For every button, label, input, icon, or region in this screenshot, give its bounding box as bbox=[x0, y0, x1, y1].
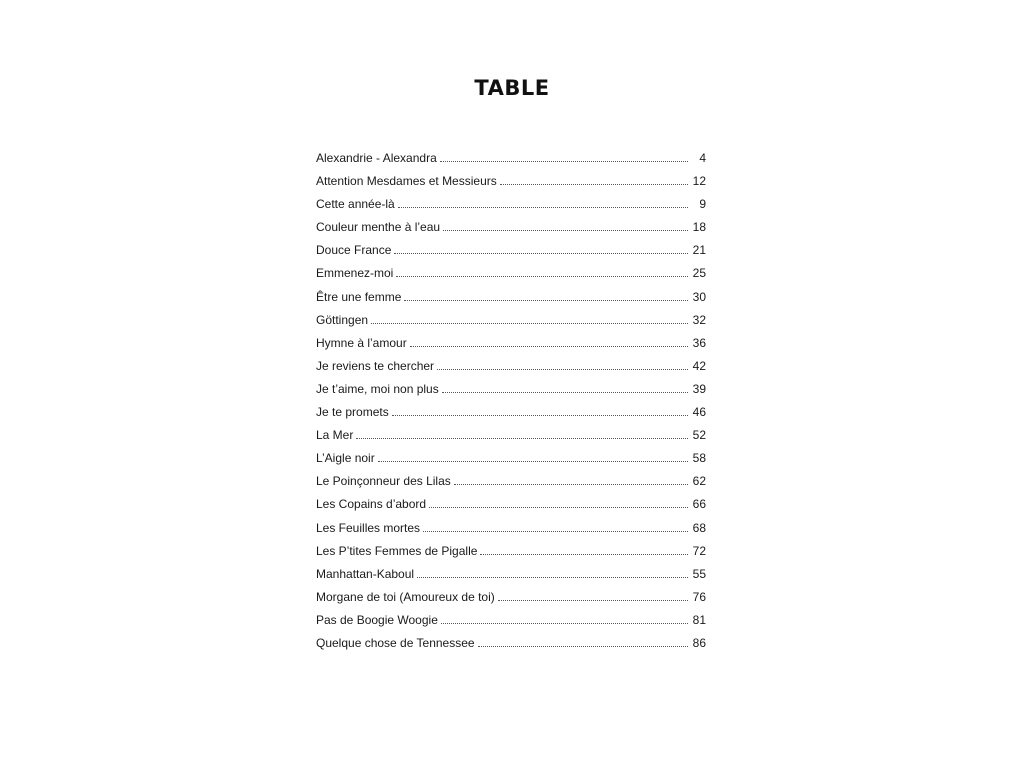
dot-leader bbox=[500, 184, 688, 185]
toc-entry-page-number: 21 bbox=[692, 243, 706, 258]
toc-entry-page-number: 9 bbox=[699, 197, 706, 212]
toc-entry bbox=[316, 197, 706, 220]
toc-entry-title: Göttingen bbox=[316, 312, 369, 327]
toc-entry bbox=[316, 313, 706, 336]
toc-entry bbox=[316, 521, 706, 544]
toc-entry-page-number: 32 bbox=[692, 312, 706, 327]
toc-entry bbox=[316, 590, 706, 613]
toc-entry-page-number: 81 bbox=[692, 612, 706, 627]
toc-entry bbox=[316, 636, 706, 659]
toc-entry bbox=[316, 382, 706, 405]
dot-leader bbox=[440, 161, 688, 162]
toc-entry bbox=[316, 405, 706, 428]
toc-entry-page-number: 86 bbox=[692, 635, 706, 650]
toc-entry-page-number: 12 bbox=[692, 174, 706, 189]
toc-entry bbox=[316, 266, 706, 289]
toc-entry-page-number: 30 bbox=[692, 289, 706, 304]
toc-entry-title: Morgane de toi (Amoureux de toi) bbox=[316, 589, 495, 604]
table-of-contents bbox=[316, 151, 706, 659]
toc-entry-page-number: 25 bbox=[692, 266, 706, 281]
toc-entry-page-number: 36 bbox=[692, 335, 706, 350]
toc-entry-page-number: 62 bbox=[692, 474, 706, 489]
toc-entry bbox=[316, 290, 706, 313]
dot-leader bbox=[454, 484, 688, 485]
toc-entry-page-number: 58 bbox=[692, 451, 706, 466]
dot-leader bbox=[410, 346, 688, 347]
toc-entry-title: Pas de Boogie Woogie bbox=[316, 612, 438, 627]
toc-entry-page-number: 72 bbox=[692, 543, 706, 558]
toc-entry-page-number: 66 bbox=[692, 497, 706, 512]
toc-entry bbox=[316, 474, 706, 497]
dot-leader bbox=[443, 230, 688, 231]
toc-entry-title: Je te promets bbox=[316, 405, 389, 420]
dot-leader bbox=[478, 646, 688, 647]
toc-entry-title: Emmenez-moi bbox=[316, 266, 394, 281]
toc-entry-page-number: 18 bbox=[692, 220, 706, 235]
toc-entry-title: Manhattan-Kaboul bbox=[316, 566, 415, 581]
toc-entry-title: Douce France bbox=[316, 243, 392, 258]
toc-entry-title: Être une femme bbox=[316, 289, 402, 304]
dot-leader bbox=[498, 600, 688, 601]
toc-entry bbox=[316, 613, 706, 636]
toc-entry-page-number: 55 bbox=[692, 566, 706, 581]
toc-entry-title: Hymne à l’amour bbox=[316, 335, 407, 350]
toc-entry bbox=[316, 243, 706, 266]
toc-entry-title: Cette année-là bbox=[316, 197, 395, 212]
toc-entry-title: Alexandrie - Alexandra bbox=[316, 151, 437, 165]
toc-entry-title: Quelque chose de Tennessee bbox=[316, 635, 475, 650]
toc-entry-title: Couleur menthe à l’eau bbox=[316, 220, 441, 235]
toc-entry bbox=[316, 567, 706, 590]
dot-leader bbox=[396, 276, 688, 277]
toc-entry-page-number: 42 bbox=[692, 358, 706, 373]
toc-entry bbox=[316, 336, 706, 359]
dot-leader bbox=[480, 554, 688, 555]
toc-entry-title: Je t’aime, moi non plus bbox=[316, 381, 439, 396]
toc-entry-page-number: 76 bbox=[692, 589, 706, 604]
toc-entry bbox=[316, 359, 706, 382]
dot-leader bbox=[398, 207, 688, 208]
toc-entry bbox=[316, 451, 706, 474]
toc-entry bbox=[316, 220, 706, 243]
toc-entry bbox=[316, 544, 706, 567]
dot-leader bbox=[392, 415, 688, 416]
toc-entry-title: Attention Mesdames et Messieurs bbox=[316, 174, 497, 189]
toc-entry bbox=[316, 497, 706, 520]
toc-entry-title: Je reviens te chercher bbox=[316, 358, 435, 373]
dot-leader bbox=[417, 577, 688, 578]
dot-leader bbox=[429, 507, 688, 508]
dot-leader bbox=[378, 461, 688, 462]
toc-entry-title: Les Feuilles mortes bbox=[316, 520, 421, 535]
dot-leader bbox=[404, 300, 688, 301]
dot-leader bbox=[356, 438, 688, 439]
toc-entry bbox=[316, 428, 706, 451]
toc-entry-page-number: 52 bbox=[692, 428, 706, 443]
dot-leader bbox=[441, 623, 688, 624]
toc-entry-title: Les Copains d’abord bbox=[316, 497, 427, 512]
toc-entry-page-number: 4 bbox=[699, 151, 706, 165]
toc-entry-title: L’Aigle noir bbox=[316, 451, 375, 466]
toc-entry-title: La Mer bbox=[316, 428, 354, 443]
toc-entry bbox=[316, 151, 706, 174]
toc-entry-page-number: 39 bbox=[692, 381, 706, 396]
toc-entry-page-number: 46 bbox=[692, 405, 706, 420]
dot-leader bbox=[371, 323, 688, 324]
dot-leader bbox=[437, 369, 688, 370]
toc-entry-title: Les P’tites Femmes de Pigalle bbox=[316, 543, 478, 558]
dot-leader bbox=[423, 531, 688, 532]
toc-entry-page-number: 68 bbox=[692, 520, 706, 535]
dot-leader bbox=[394, 253, 688, 254]
toc-entry bbox=[316, 174, 706, 197]
dot-leader bbox=[442, 392, 688, 393]
page-title: TABLE bbox=[474, 76, 550, 100]
toc-entry-title: Le Poinçonneur des Lilas bbox=[316, 474, 451, 489]
